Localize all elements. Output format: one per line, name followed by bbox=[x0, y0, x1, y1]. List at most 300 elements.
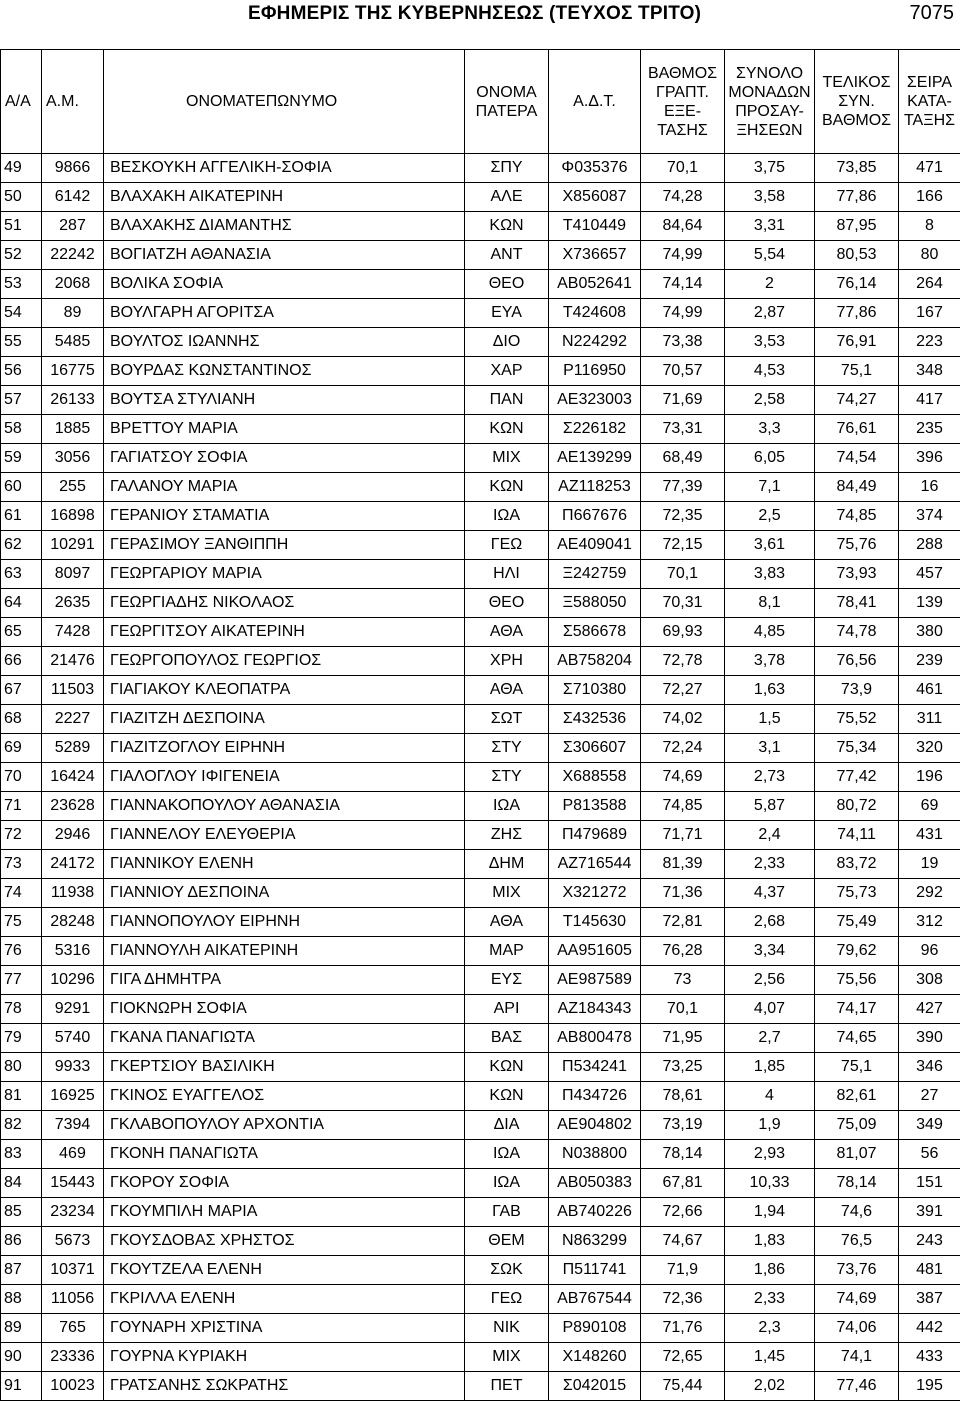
cell-final: 75,76 bbox=[815, 531, 899, 560]
cell-adt: Τ410449 bbox=[549, 212, 641, 241]
table-row bbox=[1, 415, 960, 444]
cell-final: 74,1 bbox=[815, 1343, 899, 1372]
cell-rank: 239 bbox=[899, 647, 960, 676]
cell-written: 72,65 bbox=[641, 1343, 725, 1372]
cell-rank: 151 bbox=[899, 1169, 960, 1198]
cell-written: 78,14 bbox=[641, 1140, 725, 1169]
cell-written: 72,27 bbox=[641, 676, 725, 705]
cell-name: ΓΕΩΡΓΙΤΣΟΥ ΑΙΚΑΤΕΡΙΝΗ bbox=[104, 618, 465, 647]
cell-adt: ΑΒ800478 bbox=[549, 1024, 641, 1053]
cell-name: ΒΛΑΧΑΚΗΣ ΔΙΑΜΑΝΤΗΣ bbox=[104, 212, 465, 241]
cell-rank: 69 bbox=[899, 792, 960, 821]
table-row bbox=[1, 734, 960, 763]
cell-rank: 417 bbox=[899, 386, 960, 415]
table-row bbox=[1, 1169, 960, 1198]
cell-father: ΓΕΩ bbox=[465, 1285, 549, 1314]
cell-am: 89 bbox=[42, 299, 104, 328]
table-row bbox=[1, 1082, 960, 1111]
cell-bonus: 3,75 bbox=[725, 154, 815, 183]
cell-adt: ΑΒ050383 bbox=[549, 1169, 641, 1198]
cell-aa: 87 bbox=[1, 1256, 42, 1285]
table-row bbox=[1, 1314, 960, 1343]
cell-adt: Ξ242759 bbox=[549, 560, 641, 589]
cell-father: ΙΩΑ bbox=[465, 502, 549, 531]
cell-rank: 235 bbox=[899, 415, 960, 444]
cell-bonus: 1,94 bbox=[725, 1198, 815, 1227]
cell-aa: 68 bbox=[1, 705, 42, 734]
cell-rank: 195 bbox=[899, 1372, 960, 1401]
cell-final: 81,07 bbox=[815, 1140, 899, 1169]
cell-bonus: 4,85 bbox=[725, 618, 815, 647]
cell-final: 76,14 bbox=[815, 270, 899, 299]
cell-father: ΑΝΤ bbox=[465, 241, 549, 270]
cell-aa: 57 bbox=[1, 386, 42, 415]
cell-adt: Φ035376 bbox=[549, 154, 641, 183]
cell-rank: 96 bbox=[899, 937, 960, 966]
cell-aa: 83 bbox=[1, 1140, 42, 1169]
cell-name: ΓΑΓΙΑΤΣΟΥ ΣΟΦΙΑ bbox=[104, 444, 465, 473]
cell-adt: ΑΒ052641 bbox=[549, 270, 641, 299]
cell-adt: Π434726 bbox=[549, 1082, 641, 1111]
cell-name: ΓΕΩΡΓΑΡΙΟΥ ΜΑΡΙΑ bbox=[104, 560, 465, 589]
cell-am: 24172 bbox=[42, 850, 104, 879]
cell-written: 71,36 bbox=[641, 879, 725, 908]
cell-bonus: 2,02 bbox=[725, 1372, 815, 1401]
col-name: ΟΝΟΜΑΤΕΠΩΝΥΜΟ bbox=[104, 50, 465, 154]
cell-name: ΓΙΑΝΝΟΠΟΥΛΟΥ ΕΙΡΗΝΗ bbox=[104, 908, 465, 937]
cell-written: 75,44 bbox=[641, 1372, 725, 1401]
table-row bbox=[1, 908, 960, 937]
table-row bbox=[1, 1285, 960, 1314]
cell-name: ΓΟΥΝΑΡΗ ΧΡΙΣΤΙΝΑ bbox=[104, 1314, 465, 1343]
cell-father: ΙΩΑ bbox=[465, 792, 549, 821]
cell-adt: Χ736657 bbox=[549, 241, 641, 270]
cell-father: ΘΕΜ bbox=[465, 1227, 549, 1256]
cell-bonus: 3,34 bbox=[725, 937, 815, 966]
table-row bbox=[1, 299, 960, 328]
cell-written: 74,02 bbox=[641, 705, 725, 734]
cell-aa: 65 bbox=[1, 618, 42, 647]
table-row bbox=[1, 328, 960, 357]
cell-rank: 292 bbox=[899, 879, 960, 908]
cell-aa: 52 bbox=[1, 241, 42, 270]
table-row bbox=[1, 966, 960, 995]
cell-aa: 67 bbox=[1, 676, 42, 705]
cell-am: 3056 bbox=[42, 444, 104, 473]
cell-final: 76,56 bbox=[815, 647, 899, 676]
cell-aa: 91 bbox=[1, 1372, 42, 1401]
cell-bonus: 3,78 bbox=[725, 647, 815, 676]
cell-bonus: 3,61 bbox=[725, 531, 815, 560]
cell-rank: 288 bbox=[899, 531, 960, 560]
cell-rank: 442 bbox=[899, 1314, 960, 1343]
cell-bonus: 3,3 bbox=[725, 415, 815, 444]
cell-written: 78,61 bbox=[641, 1082, 725, 1111]
cell-rank: 461 bbox=[899, 676, 960, 705]
table-row bbox=[1, 270, 960, 299]
cell-written: 70,1 bbox=[641, 995, 725, 1024]
cell-final: 78,41 bbox=[815, 589, 899, 618]
cell-aa: 59 bbox=[1, 444, 42, 473]
cell-am: 11938 bbox=[42, 879, 104, 908]
cell-name: ΓΙΓΑ ΔΗΜΗΤΡΑ bbox=[104, 966, 465, 995]
cell-written: 74,85 bbox=[641, 792, 725, 821]
cell-rank: 346 bbox=[899, 1053, 960, 1082]
cell-final: 80,53 bbox=[815, 241, 899, 270]
table-row bbox=[1, 154, 960, 183]
cell-final: 75,49 bbox=[815, 908, 899, 937]
cell-final: 77,86 bbox=[815, 183, 899, 212]
cell-adt: ΑΑ951605 bbox=[549, 937, 641, 966]
cell-name: ΓΚΟΥΣΔΟΒΑΣ ΧΡΗΣΤΟΣ bbox=[104, 1227, 465, 1256]
cell-adt: Σ586678 bbox=[549, 618, 641, 647]
cell-written: 71,76 bbox=[641, 1314, 725, 1343]
cell-written: 72,36 bbox=[641, 1285, 725, 1314]
table-row bbox=[1, 386, 960, 415]
cell-name: ΓΙΟΚΝΩΡΗ ΣΟΦΙΑ bbox=[104, 995, 465, 1024]
cell-rank: 481 bbox=[899, 1256, 960, 1285]
cell-aa: 71 bbox=[1, 792, 42, 821]
cell-written: 74,99 bbox=[641, 241, 725, 270]
cell-bonus: 2,58 bbox=[725, 386, 815, 415]
cell-name: ΓΚΙΝΟΣ ΕΥΑΓΓΕΛΟΣ bbox=[104, 1082, 465, 1111]
page-header bbox=[0, 0, 960, 40]
table-row bbox=[1, 1343, 960, 1372]
cell-aa: 54 bbox=[1, 299, 42, 328]
cell-father: ΝΙΚ bbox=[465, 1314, 549, 1343]
cell-final: 74,11 bbox=[815, 821, 899, 850]
cell-name: ΒΟΓΙΑΤΖΗ ΑΘΑΝΑΣΙΑ bbox=[104, 241, 465, 270]
cell-rank: 396 bbox=[899, 444, 960, 473]
cell-adt: Π534241 bbox=[549, 1053, 641, 1082]
table-row bbox=[1, 1256, 960, 1285]
table-row bbox=[1, 212, 960, 241]
cell-written: 68,49 bbox=[641, 444, 725, 473]
cell-adt: Ρ116950 bbox=[549, 357, 641, 386]
cell-adt: Τ145630 bbox=[549, 908, 641, 937]
cell-father: ΖΗΣ bbox=[465, 821, 549, 850]
cell-father: ΠΕΤ bbox=[465, 1372, 549, 1401]
cell-final: 77,46 bbox=[815, 1372, 899, 1401]
cell-aa: 63 bbox=[1, 560, 42, 589]
table-row bbox=[1, 589, 960, 618]
cell-adt: Ν863299 bbox=[549, 1227, 641, 1256]
cell-final: 76,61 bbox=[815, 415, 899, 444]
cell-name: ΓΡΑΤΣΑΝΗΣ ΣΩΚΡΑΤΗΣ bbox=[104, 1372, 465, 1401]
cell-name: ΓΙΑΖΙΤΖΗ ΔΕΣΠΟΙΝΑ bbox=[104, 705, 465, 734]
col-am: Α.Μ. bbox=[42, 50, 104, 154]
cell-written: 73,38 bbox=[641, 328, 725, 357]
cell-name: ΓΙΑΝΝΟΥΛΗ ΑΙΚΑΤΕΡΙΝΗ bbox=[104, 937, 465, 966]
cell-rank: 457 bbox=[899, 560, 960, 589]
gazette-title: ΕΦΗΜΕΡΙΣ ΤΗΣ ΚΥΒΕΡΝΗΣΕΩΣ (ΤΕΥΧΟΣ ΤΡΙΤΟ) bbox=[248, 3, 702, 24]
cell-name: ΓΙΑΝΝΙΟΥ ΔΕΣΠΟΙΝΑ bbox=[104, 879, 465, 908]
cell-name: ΓΚΟΝΗ ΠΑΝΑΓΙΩΤΑ bbox=[104, 1140, 465, 1169]
cell-father: ΜΙΧ bbox=[465, 444, 549, 473]
table-row bbox=[1, 705, 960, 734]
col-rank: ΣΕΙΡΑ ΚΑΤΑ-ΤΑΞΗΣ bbox=[899, 50, 960, 154]
cell-bonus: 2,5 bbox=[725, 502, 815, 531]
cell-adt: Ρ813588 bbox=[549, 792, 641, 821]
cell-rank: 391 bbox=[899, 1198, 960, 1227]
cell-written: 70,57 bbox=[641, 357, 725, 386]
cell-name: ΓΙΑΝΝΙΚΟΥ ΕΛΕΝΗ bbox=[104, 850, 465, 879]
cell-final: 75,52 bbox=[815, 705, 899, 734]
cell-final: 74,17 bbox=[815, 995, 899, 1024]
cell-final: 73,76 bbox=[815, 1256, 899, 1285]
cell-bonus: 2,7 bbox=[725, 1024, 815, 1053]
cell-adt: Σ306607 bbox=[549, 734, 641, 763]
cell-rank: 167 bbox=[899, 299, 960, 328]
cell-am: 28248 bbox=[42, 908, 104, 937]
cell-final: 75,09 bbox=[815, 1111, 899, 1140]
cell-bonus: 2,56 bbox=[725, 966, 815, 995]
cell-am: 10291 bbox=[42, 531, 104, 560]
cell-bonus: 2,33 bbox=[725, 1285, 815, 1314]
cell-adt: Χ688558 bbox=[549, 763, 641, 792]
cell-adt: ΑΕ139299 bbox=[549, 444, 641, 473]
cell-rank: 16 bbox=[899, 473, 960, 502]
cell-final: 74,54 bbox=[815, 444, 899, 473]
cell-adt: Χ856087 bbox=[549, 183, 641, 212]
cell-aa: 79 bbox=[1, 1024, 42, 1053]
table-row bbox=[1, 560, 960, 589]
cell-aa: 55 bbox=[1, 328, 42, 357]
cell-rank: 27 bbox=[899, 1082, 960, 1111]
cell-am: 16925 bbox=[42, 1082, 104, 1111]
cell-rank: 80 bbox=[899, 241, 960, 270]
cell-adt: ΑΒ758204 bbox=[549, 647, 641, 676]
header-row bbox=[1, 50, 960, 154]
table-row bbox=[1, 183, 960, 212]
cell-bonus: 1,45 bbox=[725, 1343, 815, 1372]
cell-father: ΑΘΑ bbox=[465, 676, 549, 705]
cell-bonus: 3,58 bbox=[725, 183, 815, 212]
cell-aa: 74 bbox=[1, 879, 42, 908]
cell-name: ΓΙΑΓΙΑΚΟΥ ΚΛΕΟΠΑΤΡΑ bbox=[104, 676, 465, 705]
cell-rank: 431 bbox=[899, 821, 960, 850]
cell-final: 73,9 bbox=[815, 676, 899, 705]
cell-name: ΒΛΑΧΑΚΗ ΑΙΚΑΤΕΡΙΝΗ bbox=[104, 183, 465, 212]
cell-aa: 84 bbox=[1, 1169, 42, 1198]
cell-aa: 58 bbox=[1, 415, 42, 444]
cell-written: 74,69 bbox=[641, 763, 725, 792]
cell-father: ΕΥΑ bbox=[465, 299, 549, 328]
cell-rank: 380 bbox=[899, 618, 960, 647]
cell-final: 75,73 bbox=[815, 879, 899, 908]
cell-father: ΣΤΥ bbox=[465, 734, 549, 763]
cell-rank: 349 bbox=[899, 1111, 960, 1140]
table-row bbox=[1, 502, 960, 531]
cell-aa: 49 bbox=[1, 154, 42, 183]
cell-am: 5673 bbox=[42, 1227, 104, 1256]
cell-adt: Π511741 bbox=[549, 1256, 641, 1285]
cell-aa: 73 bbox=[1, 850, 42, 879]
cell-bonus: 5,87 bbox=[725, 792, 815, 821]
cell-am: 23336 bbox=[42, 1343, 104, 1372]
cell-name: ΒΟΥΛΤΟΣ ΙΩΑΝΝΗΣ bbox=[104, 328, 465, 357]
col-bonus: ΣΥΝΟΛΟ ΜΟΝΑΔΩΝ ΠΡΟΣΑΥ-ΞΗΣΕΩΝ bbox=[725, 50, 815, 154]
cell-rank: 308 bbox=[899, 966, 960, 995]
cell-bonus: 3,53 bbox=[725, 328, 815, 357]
cell-adt: Ρ890108 bbox=[549, 1314, 641, 1343]
table-row bbox=[1, 531, 960, 560]
cell-aa: 82 bbox=[1, 1111, 42, 1140]
cell-adt: Ν224292 bbox=[549, 328, 641, 357]
cell-adt: ΑΖ118253 bbox=[549, 473, 641, 502]
table-row bbox=[1, 821, 960, 850]
cell-written: 70,31 bbox=[641, 589, 725, 618]
cell-written: 74,28 bbox=[641, 183, 725, 212]
cell-written: 70,1 bbox=[641, 154, 725, 183]
cell-final: 74,06 bbox=[815, 1314, 899, 1343]
cell-bonus: 2 bbox=[725, 270, 815, 299]
col-adt: Α.Δ.Τ. bbox=[549, 50, 641, 154]
cell-am: 6142 bbox=[42, 183, 104, 212]
cell-father: ΓΑΒ bbox=[465, 1198, 549, 1227]
cell-rank: 311 bbox=[899, 705, 960, 734]
cell-final: 77,42 bbox=[815, 763, 899, 792]
cell-rank: 19 bbox=[899, 850, 960, 879]
cell-written: 77,39 bbox=[641, 473, 725, 502]
cell-bonus: 1,63 bbox=[725, 676, 815, 705]
cell-adt: Π479689 bbox=[549, 821, 641, 850]
table-row bbox=[1, 1024, 960, 1053]
cell-rank: 223 bbox=[899, 328, 960, 357]
cell-final: 78,14 bbox=[815, 1169, 899, 1198]
cell-am: 9866 bbox=[42, 154, 104, 183]
cell-father: ΣΠΥ bbox=[465, 154, 549, 183]
cell-am: 2227 bbox=[42, 705, 104, 734]
cell-rank: 196 bbox=[899, 763, 960, 792]
cell-adt: ΑΕ323003 bbox=[549, 386, 641, 415]
cell-aa: 78 bbox=[1, 995, 42, 1024]
cell-am: 8097 bbox=[42, 560, 104, 589]
cell-father: ΚΩΝ bbox=[465, 415, 549, 444]
cell-written: 71,95 bbox=[641, 1024, 725, 1053]
cell-adt: Σ710380 bbox=[549, 676, 641, 705]
cell-am: 5316 bbox=[42, 937, 104, 966]
cell-written: 84,64 bbox=[641, 212, 725, 241]
cell-written: 72,35 bbox=[641, 502, 725, 531]
cell-rank: 312 bbox=[899, 908, 960, 937]
cell-father: ΓΕΩ bbox=[465, 531, 549, 560]
cell-written: 72,66 bbox=[641, 1198, 725, 1227]
cell-written: 72,81 bbox=[641, 908, 725, 937]
cell-father: ΑΘΑ bbox=[465, 618, 549, 647]
cell-name: ΓΑΛΑΝΟΥ ΜΑΡΙΑ bbox=[104, 473, 465, 502]
cell-am: 11056 bbox=[42, 1285, 104, 1314]
cell-am: 765 bbox=[42, 1314, 104, 1343]
cell-bonus: 5,54 bbox=[725, 241, 815, 270]
cell-father: ΜΙΧ bbox=[465, 879, 549, 908]
cell-am: 2946 bbox=[42, 821, 104, 850]
table-row bbox=[1, 937, 960, 966]
cell-name: ΓΚΟΡΟΥ ΣΟΦΙΑ bbox=[104, 1169, 465, 1198]
cell-am: 21476 bbox=[42, 647, 104, 676]
table-row bbox=[1, 676, 960, 705]
cell-father: ΣΤΥ bbox=[465, 763, 549, 792]
cell-bonus: 7,1 bbox=[725, 473, 815, 502]
cell-adt: ΑΒ740226 bbox=[549, 1198, 641, 1227]
cell-bonus: 8,1 bbox=[725, 589, 815, 618]
table-row bbox=[1, 1227, 960, 1256]
cell-final: 74,6 bbox=[815, 1198, 899, 1227]
col-aa: Α/Α bbox=[1, 50, 42, 154]
table-row bbox=[1, 357, 960, 386]
cell-bonus: 4 bbox=[725, 1082, 815, 1111]
cell-final: 76,5 bbox=[815, 1227, 899, 1256]
cell-bonus: 2,33 bbox=[725, 850, 815, 879]
cell-father: ΔΗΜ bbox=[465, 850, 549, 879]
cell-aa: 56 bbox=[1, 357, 42, 386]
cell-am: 16775 bbox=[42, 357, 104, 386]
table-row bbox=[1, 850, 960, 879]
cell-written: 67,81 bbox=[641, 1169, 725, 1198]
cell-adt: Τ424608 bbox=[549, 299, 641, 328]
cell-father: ΚΩΝ bbox=[465, 1082, 549, 1111]
col-written: ΒΑΘΜΟΣ ΓΡΑΠΤ. ΕΞΕ-ΤΑΣΗΣ bbox=[641, 50, 725, 154]
table-row bbox=[1, 1053, 960, 1082]
cell-aa: 89 bbox=[1, 1314, 42, 1343]
cell-adt: Σ432536 bbox=[549, 705, 641, 734]
table-row bbox=[1, 473, 960, 502]
cell-rank: 166 bbox=[899, 183, 960, 212]
cell-aa: 75 bbox=[1, 908, 42, 937]
cell-name: ΓΕΩΡΓΟΠΟΥΛΟΣ ΓΕΩΡΓΙΟΣ bbox=[104, 647, 465, 676]
cell-name: ΓΚΟΥΤΖΕΛΑ ΕΛΕΝΗ bbox=[104, 1256, 465, 1285]
cell-written: 72,78 bbox=[641, 647, 725, 676]
page-number: 7075 bbox=[909, 2, 954, 24]
cell-aa: 88 bbox=[1, 1285, 42, 1314]
cell-name: ΓΚΑΝΑ ΠΑΝΑΓΙΩΤΑ bbox=[104, 1024, 465, 1053]
cell-name: ΓΙΑΖΙΤΖΟΓΛΟΥ ΕΙΡΗΝΗ bbox=[104, 734, 465, 763]
cell-adt: ΑΕ904802 bbox=[549, 1111, 641, 1140]
cell-name: ΓΚΛΑΒΟΠΟΥΛΟΥ ΑΡΧΟΝΤΙΑ bbox=[104, 1111, 465, 1140]
cell-father: ΑΘΑ bbox=[465, 908, 549, 937]
cell-father: ΔΙΟ bbox=[465, 328, 549, 357]
cell-final: 75,1 bbox=[815, 357, 899, 386]
cell-am: 9291 bbox=[42, 995, 104, 1024]
cell-written: 71,9 bbox=[641, 1256, 725, 1285]
cell-written: 81,39 bbox=[641, 850, 725, 879]
cell-adt: Ξ588050 bbox=[549, 589, 641, 618]
cell-aa: 64 bbox=[1, 589, 42, 618]
cell-written: 74,67 bbox=[641, 1227, 725, 1256]
cell-name: ΒΡΕΤΤΟΥ ΜΑΡΙΑ bbox=[104, 415, 465, 444]
cell-bonus: 1,86 bbox=[725, 1256, 815, 1285]
cell-name: ΒΟΥΤΣΑ ΣΤΥΛΙΑΝΗ bbox=[104, 386, 465, 415]
cell-bonus: 1,85 bbox=[725, 1053, 815, 1082]
cell-rank: 471 bbox=[899, 154, 960, 183]
cell-am: 5289 bbox=[42, 734, 104, 763]
cell-am: 23628 bbox=[42, 792, 104, 821]
table-row bbox=[1, 1140, 960, 1169]
col-final: ΤΕΛΙΚΟΣ ΣΥΝ. ΒΑΘΜΟΣ bbox=[815, 50, 899, 154]
cell-bonus: 6,05 bbox=[725, 444, 815, 473]
cell-aa: 62 bbox=[1, 531, 42, 560]
cell-bonus: 1,9 bbox=[725, 1111, 815, 1140]
cell-aa: 81 bbox=[1, 1082, 42, 1111]
cell-name: ΒΟΥΛΓΑΡΗ ΑΓΟΡΙΤΣΑ bbox=[104, 299, 465, 328]
cell-am: 7394 bbox=[42, 1111, 104, 1140]
cell-aa: 77 bbox=[1, 966, 42, 995]
cell-bonus: 1,5 bbox=[725, 705, 815, 734]
cell-bonus: 2,73 bbox=[725, 763, 815, 792]
cell-final: 76,91 bbox=[815, 328, 899, 357]
cell-aa: 72 bbox=[1, 821, 42, 850]
cell-aa: 50 bbox=[1, 183, 42, 212]
